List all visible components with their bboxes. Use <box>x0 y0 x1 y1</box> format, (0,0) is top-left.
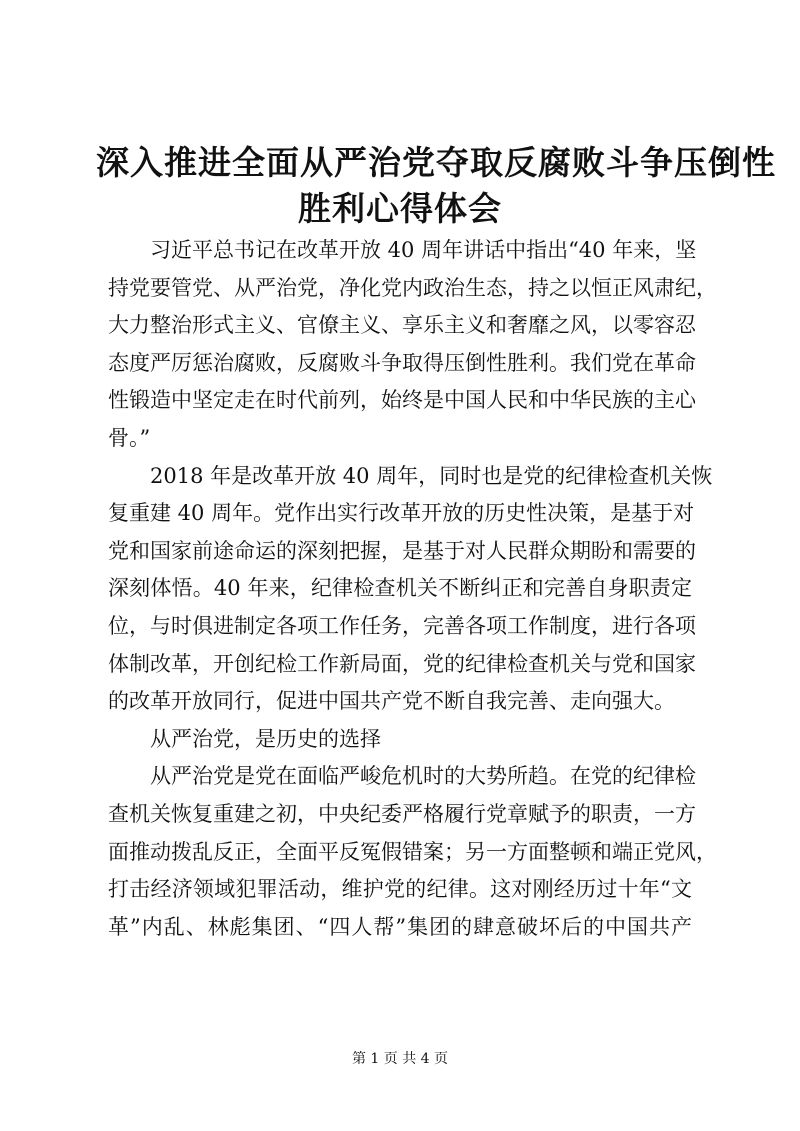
body-line: 体制改革，开创纪检工作新局面，党的纪律检查机关与党和国家 <box>108 651 696 676</box>
body-line: 面推动拨乱反正，全面平反冤假错案；另一方面整顿和端正党风， <box>108 839 717 864</box>
body-line: 2018 年是改革开放 40 周年，同时也是党的纪律检查机关恢 <box>150 463 713 488</box>
body-line: 习近平总书记在改革开放 40 周年讲话中指出“40 年来，坚 <box>150 238 697 262</box>
body-line: 大力整治形式主义、官僚主义、享乐主义和奢靡之风，以零容忍 <box>108 313 696 338</box>
body-line: 骨。” <box>108 425 151 450</box>
body-line: 性锻造中坚定走在时代前列，始终是中国人民和中华民族的主心 <box>108 388 696 413</box>
section-heading: 从严治党，是历史的选择 <box>150 726 381 751</box>
body-line: 打击经济领域犯罪活动，维护党的纪律。这对刚经历过十年“文 <box>108 877 692 902</box>
document-title-line-2: 胜利心得体会 <box>298 189 502 228</box>
body-line: 持党要管党、从严治党，净化党内政治生态，持之以恒正风肃纪， <box>108 275 717 300</box>
body-line: 的改革开放同行，促进中国共产党不断自我完善、走向强大。 <box>108 689 675 714</box>
body-line: 复重建 40 周年。党作出实行改革开放的历史性决策，是基于对 <box>108 501 695 526</box>
document-body <box>108 232 717 946</box>
body-line: 位，与时俱进制定各项工作任务，完善各项工作制度，进行各项 <box>108 613 696 638</box>
body-line: 革”内乱、林彪集团、“四人帮”集团的肆意破坏后的中国共产 <box>108 914 692 939</box>
document-title-line-1: 深入推进全面从严治党夺取反腐败斗争压倒性 <box>96 143 776 182</box>
body-line: 从严治党是党在面临严峻危机时的大势所趋。在党的纪律检 <box>150 764 696 789</box>
body-line: 查机关恢复重建之初，中央纪委严格履行党章赋予的职责，一方 <box>108 801 696 826</box>
page-footer: 第 1 页 共 4 页 <box>351 1051 449 1067</box>
body-line: 深刻体悟。40 年来，纪律检查机关不断纠正和完善自身职责定 <box>108 576 692 601</box>
body-line: 态度严厉惩治腐败，反腐败斗争取得压倒性胜利。我们党在革命 <box>108 350 696 375</box>
body-line: 党和国家前途命运的深刻把握，是基于对人民群众期盼和需要的 <box>108 538 696 563</box>
